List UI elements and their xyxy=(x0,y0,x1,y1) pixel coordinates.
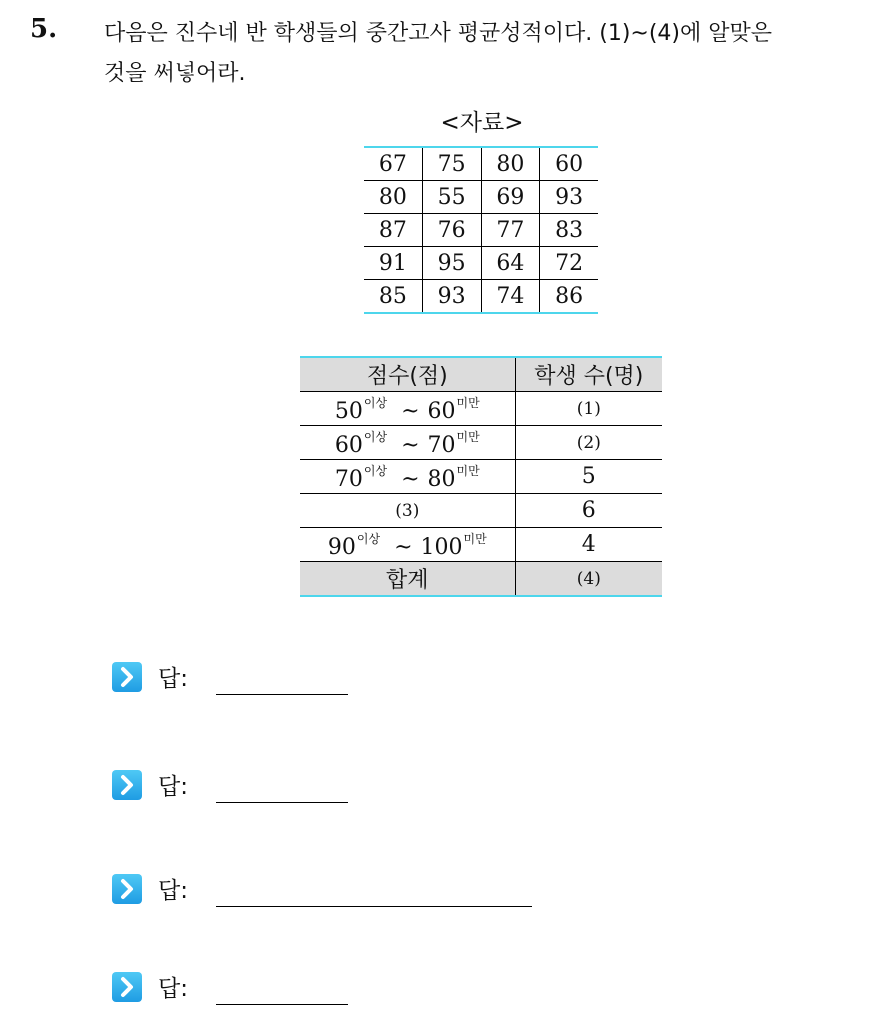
over-label: 이상 xyxy=(363,463,388,478)
student-count: 4 xyxy=(515,528,662,562)
under-label: 미만 xyxy=(463,531,487,546)
table-cell: 55 xyxy=(422,181,481,214)
over-label: 이상 xyxy=(363,395,388,410)
question-line-2: 것을 써넣어라. xyxy=(104,61,246,86)
table-row xyxy=(364,181,598,214)
frequency-table xyxy=(300,356,662,597)
tilde: ~ xyxy=(401,432,420,458)
data-caption: <자료> xyxy=(440,110,524,136)
range-from: 60 xyxy=(334,432,363,458)
tilde: ~ xyxy=(401,466,420,492)
tilde: ~ xyxy=(394,534,413,560)
table-row xyxy=(364,147,598,181)
table-row xyxy=(300,460,662,494)
table-cell: 93 xyxy=(540,181,598,214)
student-count: (1) xyxy=(515,392,662,426)
table-row xyxy=(364,280,598,314)
answer-label: 답: xyxy=(158,774,188,800)
answer-blank[interactable] xyxy=(216,1004,348,1005)
table-cell: 67 xyxy=(364,147,422,181)
question-line-1: 다음은 진수네 반 학생들의 중간고사 평균성적이다. (1)~(4)에 알맞은 xyxy=(104,21,773,46)
under-label: 미만 xyxy=(456,429,480,444)
table-cell: 75 xyxy=(422,147,481,181)
table-cell: 85 xyxy=(364,280,422,314)
table-row xyxy=(300,528,662,562)
student-count: 5 xyxy=(515,460,662,494)
score-range xyxy=(300,528,515,562)
question-number: 5. xyxy=(30,14,58,44)
table-row xyxy=(364,247,598,280)
tilde: ~ xyxy=(401,398,420,424)
student-count: (2) xyxy=(515,426,662,460)
question-text xyxy=(104,14,874,94)
answer-blank[interactable] xyxy=(216,802,348,803)
table-cell: 60 xyxy=(540,147,598,181)
table-cell: 72 xyxy=(540,247,598,280)
answer-blank[interactable] xyxy=(216,906,532,907)
score-range: (3) xyxy=(300,494,515,528)
chevron-right-icon xyxy=(112,972,142,1002)
table-cell: 86 xyxy=(555,283,584,309)
table-cell: 77 xyxy=(481,214,540,247)
total-value: (4) xyxy=(515,562,662,597)
over-label: 이상 xyxy=(363,429,388,444)
answer-label: 답: xyxy=(158,666,188,692)
table-total-row xyxy=(300,562,662,597)
total-label: 합계 xyxy=(300,562,515,597)
range-to: 60 xyxy=(427,398,456,424)
under-label: 미만 xyxy=(456,395,480,410)
table-row xyxy=(300,426,662,460)
answer-blank[interactable] xyxy=(216,694,348,695)
table-cell: 91 xyxy=(364,247,422,280)
raw-data-table xyxy=(364,146,598,314)
range-to: 100 xyxy=(420,534,463,560)
chevron-right-icon xyxy=(112,662,142,692)
table-header-row xyxy=(300,357,662,392)
column-header-count: 학생 수(명) xyxy=(515,357,662,392)
range-to: 80 xyxy=(427,466,456,492)
student-count: 6 xyxy=(515,494,662,528)
answer-label: 답: xyxy=(158,976,188,1002)
table-row xyxy=(300,494,662,528)
range-to: 70 xyxy=(427,432,456,458)
column-header-score: 점수(점) xyxy=(300,357,515,392)
table-cell: 83 xyxy=(540,214,598,247)
table-row xyxy=(300,392,662,426)
table-cell: 95 xyxy=(422,247,481,280)
range-from: 90 xyxy=(327,534,356,560)
score-range xyxy=(300,392,515,426)
table-cell: 87 xyxy=(364,214,422,247)
under-label: 미만 xyxy=(456,463,480,478)
table-cell: 76 xyxy=(422,214,481,247)
table-cell: 80 xyxy=(364,181,422,214)
range-from: 50 xyxy=(334,398,363,424)
score-range xyxy=(300,460,515,494)
table-cell: 93 xyxy=(422,280,481,314)
table-cell: 64 xyxy=(481,247,540,280)
table-cell: 69 xyxy=(481,181,540,214)
table-row xyxy=(364,214,598,247)
chevron-right-icon xyxy=(112,770,142,800)
answer-label: 답: xyxy=(158,878,188,904)
table-cell: 80 xyxy=(481,147,540,181)
over-label: 이상 xyxy=(356,531,381,546)
range-from: 70 xyxy=(334,466,363,492)
score-range xyxy=(300,426,515,460)
table-cell: 74 xyxy=(481,280,540,314)
chevron-right-icon xyxy=(112,874,142,904)
